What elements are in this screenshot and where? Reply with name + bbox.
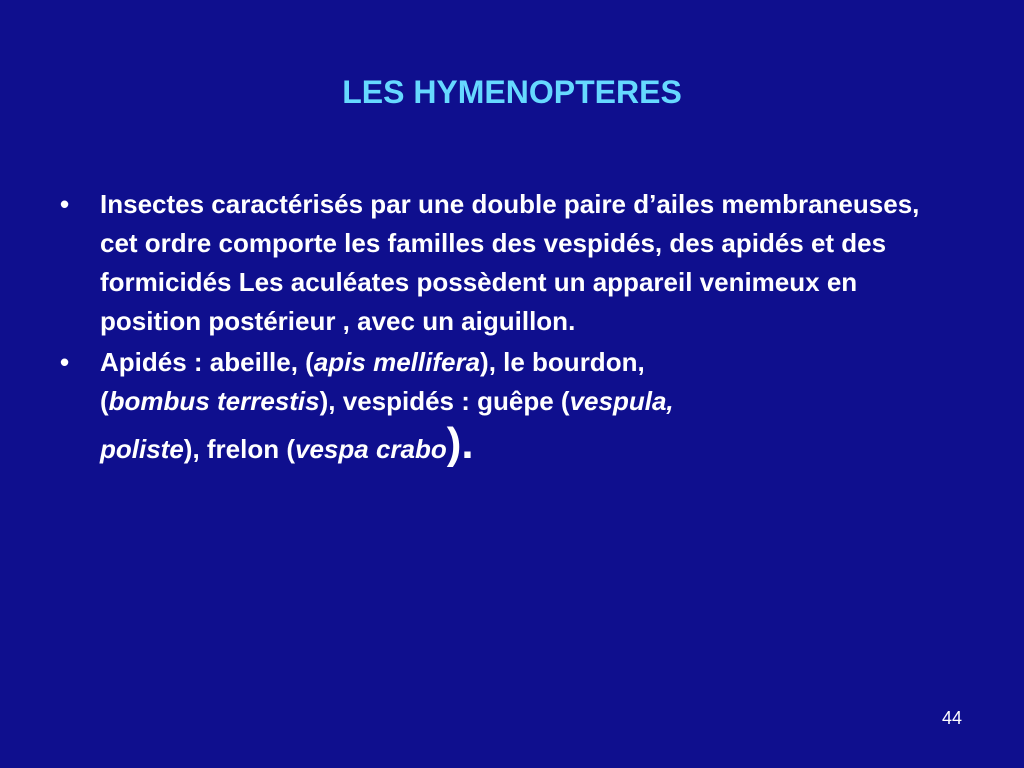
text-fragment: Apidés : abeille, ( [100, 347, 314, 377]
species-name: bombus terrestis [108, 386, 320, 416]
text-fragment: ), vespidés : guêpe ( [319, 386, 570, 416]
closing-paren: ) [446, 419, 462, 468]
bullet-text-2 [100, 347, 674, 468]
last-line [100, 419, 474, 468]
species-name: poliste [100, 434, 184, 464]
bullet-item-1 [60, 185, 960, 341]
bullet-item-2 [60, 343, 960, 472]
text-fragment: ), frelon ( [183, 434, 296, 464]
text-fragment: ), le bourdon, [480, 347, 645, 377]
species-name: vespula, [569, 386, 674, 416]
species-name: vespa crabo [295, 434, 447, 464]
text-fragment: ( [100, 386, 109, 416]
page-number: 44 [941, 708, 962, 728]
final-period: . [461, 419, 474, 468]
bullet-text-1: Insectes caractérisés par une double paire d’ailes membraneuses, cet ordre comporte les familles des vespidés, des apidés et des formicidés Les aculéates possèdent un appareil venimeux en position postérieur , avec un aiguillon. [100, 189, 920, 336]
slide-title: LES HYMENOPTERES [342, 74, 682, 110]
bullet-symbol: • [60, 347, 70, 377]
bullet-list [60, 185, 960, 474]
species-name: apis mellifera [313, 347, 481, 377]
bullet-symbol: • [60, 189, 70, 219]
